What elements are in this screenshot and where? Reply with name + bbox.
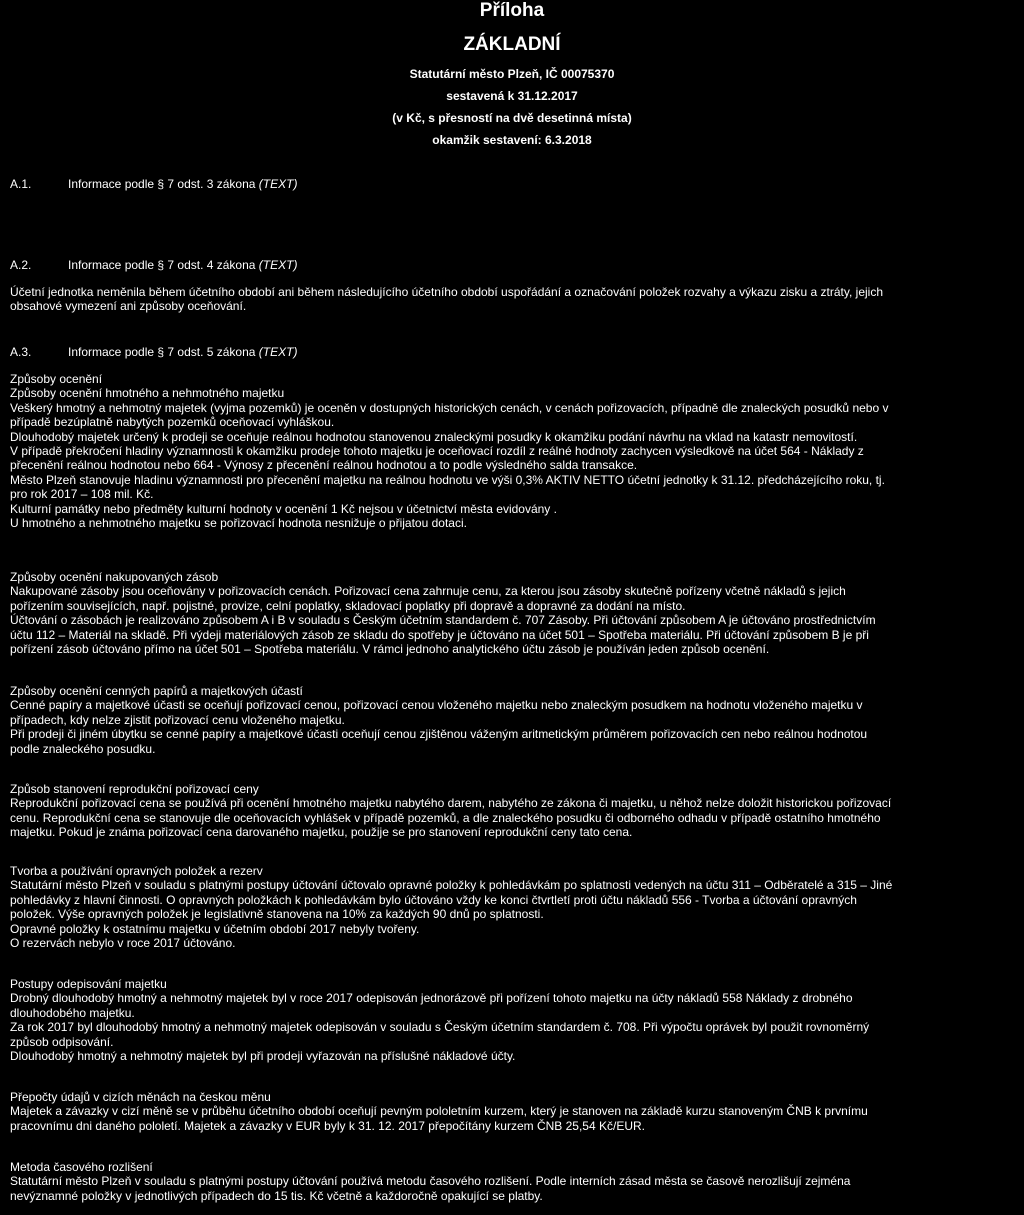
text-line: Statutární město Plzeň v souladu s platnými postupy účtování používá metodu časového rozlišení. Podle interních zásad města se časově nerozlišují zejména (10, 1174, 851, 1189)
text-line: případě bezúplatně nabytých pozemků oceňovací vyhláškou. (10, 415, 335, 430)
text-line: majetku. Pokud je známa pořizovací cena darovaného majetku, použije se pro stanovení reprodukční ceny tato cena. (10, 825, 633, 840)
a2-paragraph (10, 285, 1014, 314)
text-line: Nakupované zásoby jsou oceňovány v pořizovacích cenách. Pořizovací cena zahrnuje cenu, za kterou jsou zásoby skutečně pořízeny včetně nákladů s jejich (10, 584, 846, 599)
text-line: Reprodukční pořizovací cena se používá při ocenění hmotného majetku nabytého darem, nabytého ze zákona či majetku, u něhož nelze doložit historickou pořizovací (10, 796, 892, 811)
section-a2-heading (10, 258, 297, 272)
block-heading: Způsoby ocenění nakupovaných zásob (10, 570, 219, 584)
section-label: Informace podle § 7 odst. 4 zákona (68, 258, 259, 272)
section-tag: (TEXT) (258, 258, 298, 272)
inventory-valuation-block (10, 570, 1014, 656)
section-tag: (TEXT) (258, 345, 298, 359)
block-heading: Tvorba a používání opravných položek a rezerv (10, 864, 263, 878)
accrual-method-block (10, 1160, 1014, 1203)
entity-line: Statutární město Plzeň, IČ 00075370 (409, 67, 615, 81)
text-line: obsahové vymezení ani způsoby oceňování. (10, 299, 247, 314)
section-a3-heading (10, 345, 297, 359)
text-line: Dlouhodobý hmotný a nehmotný majetek byl při prodeji vyřazován na příslušné nákladové účty. (10, 1049, 516, 1064)
text-line: pořízení zásob účtováno přímo na účet 501 – Spotřeba materiálu. V rámci jednoho analytického účtu zásob je používán jeden způsob ocenění. (10, 642, 770, 657)
section-label: Informace podle § 7 odst. 3 zákona (68, 177, 259, 191)
section-label: Informace podle § 7 odst. 5 zákona (68, 345, 259, 359)
text-line: Účtování o zásobách je realizováno způsobem A i B v souladu s Českým účetním standardem č. 707 Zásoby. Při účtování způsobem A je účtováno prostřednictvím (10, 613, 876, 628)
text-line: pořízením souvisejících, např. pojistné, provize, celní poplatky, skladovací poplatky při dopravě a dopravné za dodání na místo. (10, 598, 686, 613)
compile-moment: okamžik sestavení: 6.3.2018 (432, 133, 592, 147)
text-line: Cenné papíry a majetkové účasti se oceňují pořizovací cenou, pořizovací cenou vloženého majetku nebo znaleckým posudkem na hodnotu vloženého majetku v (10, 698, 863, 713)
text-line: Veškerý hmotný a nehmotný majetek (vyjma pozemků) je oceněn v dostupných historických cenách, v cenách pořizovacích, případně dle znaleckých posudků nebo v (10, 400, 889, 415)
text-line: Město Plzeň stanovuje hladinu významnosti pro přecenění majetku na reálnou hodnotu ve výši 0,3% AKTIV NETTO účetní jednotky k 31.12. předcházejícího roku, tj. (10, 472, 885, 487)
text-line: O rezervách nebylo v roce 2017 účtováno. (10, 936, 236, 951)
text-line: pohledávky z hlavní činnosti. O opravných položkách k pohledávkám bylo účtováno vždy ke konci čtvrtletí proti účtu nákladů 556 - Tvorba a účtování opravných (10, 892, 857, 907)
block-heading: Metoda časového rozlišení (10, 1160, 153, 1174)
text-line: Opravné položky k ostatnímu majetku v účetním období 2017 nebyly tvořeny. (10, 921, 420, 936)
depreciation-block (10, 977, 1014, 1063)
precision-note: (v Kč, s přesností na dvě desetinná místa) (392, 111, 632, 125)
section-tag: (TEXT) (258, 177, 298, 191)
block-heading: Přepočty údajů v cizích měnách na českou měnu (10, 1090, 271, 1104)
document-subtitle: ZÁKLADNÍ (463, 34, 561, 55)
securities-valuation-block (10, 684, 1014, 756)
section-number: A.3. (10, 345, 32, 359)
text-line: Kulturní památky nebo předměty kulturní hodnoty v ocenění 1 Kč nejsou v účetnictví města evidovány . (10, 501, 557, 516)
text-line: způsob odpisování. (10, 1034, 114, 1049)
currency-conversion-block (10, 1090, 1014, 1133)
text-line: Způsoby ocenění hmotného a nehmotného majetku (10, 386, 285, 401)
text-line: účtu 112 – Materiál na skladě. Při výdeji materiálových zásob ze skladu do spotřeby je účtováno na účet 501 – Spotřeba materiálu. Při účtování způsobem B je při (10, 627, 869, 642)
block-heading: Způsoby ocenění (10, 372, 103, 386)
text-line: podle znaleckého posudku. (10, 741, 156, 756)
text-line: U hmotného a nehmotného majetku se pořizovací hodnota nesnižuje o přijatou dotaci. (10, 516, 467, 531)
text-line: dlouhodobého majetku. (10, 1005, 135, 1020)
text-line: Za rok 2017 byl dlouhodobý hmotný a nehmotný majetek odepisován v souladu s Českým účetním standardem č. 708. Při výpočtu oprávek byl použit rovnoměrný (10, 1020, 870, 1035)
section-number: A.1. (10, 177, 32, 191)
text-line: Drobný dlouhodobý hmotný a nehmotný majetek byl v roce 2017 odepisován jednorázově při pořízení tohoto majetku na účty nákladů 558 Náklady z drobného (10, 991, 853, 1006)
block-heading: Způsoby ocenění cenných papírů a majetkových účastí (10, 684, 303, 698)
valuation-methods-block (10, 372, 1014, 530)
text-line: Statutární město Plzeň v souladu s platnými postupy účtování účtovalo opravné položky k pohledávkám po splatnosti vedených na účtu 311 – Odběratelé a 315 – Jiné (10, 878, 893, 893)
block-heading: Postupy odepisování majetku (10, 977, 167, 991)
text-line: pro rok 2017 – 108 mil. Kč. (10, 487, 154, 502)
block-heading: Způsob stanovení reprodukční pořizovací ceny (10, 782, 259, 796)
text-line: Dlouhodobý majetek určený k prodeji se oceňuje reálnou hodnotou stanovenou znaleckými posudky k okamžiku podání návrhu na vklad na katastr nemovitostí. (10, 429, 858, 444)
replacement-cost-block (10, 782, 1014, 840)
text-line: pracovnímu dni daného pololetí. Majetek a závazky v EUR byly k 31. 12. 2017 přepočítány kurzem ČNB 25,54 Kč/EUR. (10, 1118, 645, 1133)
text-line: případech, kdy nelze zjistit pořizovací cenu vloženého majetku. (10, 712, 345, 727)
compiled-date: sestavená k 31.12.2017 (446, 89, 578, 103)
provisions-block (10, 864, 1014, 950)
text-line: cenu. Reprodukční cena se stanovuje dle oceňovacích vyhlášek v případě pozemků, a dle znaleckého posudku či odborného odhadu v případě ostatního hmotného (10, 810, 881, 825)
text-line: Při prodeji či jiném úbytku se cenné papíry a majetkové účasti oceňují cenou zjištěnou váženým aritmetickým průměrem pořizovacích cen nebo reálnou hodnotou (10, 727, 868, 742)
text-line: položek. Výše opravných položek je legislativně stanovena na 10% za každých 90 dnů po splatnosti. (10, 907, 544, 922)
text-line: V případě překročení hladiny významnosti k okamžiku prodeje tohoto majetku je oceňovací rozdíl z reálné hodnoty zachycen výsledkově na účet 564 - Náklady z (10, 444, 864, 459)
text-line: přecenění reálnou hodnotou nebo 664 - Výnosy z přecenění reálnou hodnotou a to podle výsledného salda transakce. (10, 458, 638, 473)
text-line: Účetní jednotka neměnila během účetního období ani během následujícího účetního období uspořádání a označování položek rozvahy a výkazu zisku a ztráty, jejich (10, 285, 883, 299)
section-number: A.2. (10, 258, 32, 272)
document-title: Příloha (479, 0, 545, 21)
text-line: nevýznamné položky v jednotlivých případech do 15 tis. Kč včetně a každoročně opakující se platby. (10, 1188, 543, 1203)
section-a1-heading (10, 177, 297, 191)
text-line: Majetek a závazky v cizí měně se v průběhu účetního období oceňují pevným pololetním kurzem, který je stanoven na základě kurzu stanoveným ČNB k prvnímu (10, 1104, 868, 1119)
